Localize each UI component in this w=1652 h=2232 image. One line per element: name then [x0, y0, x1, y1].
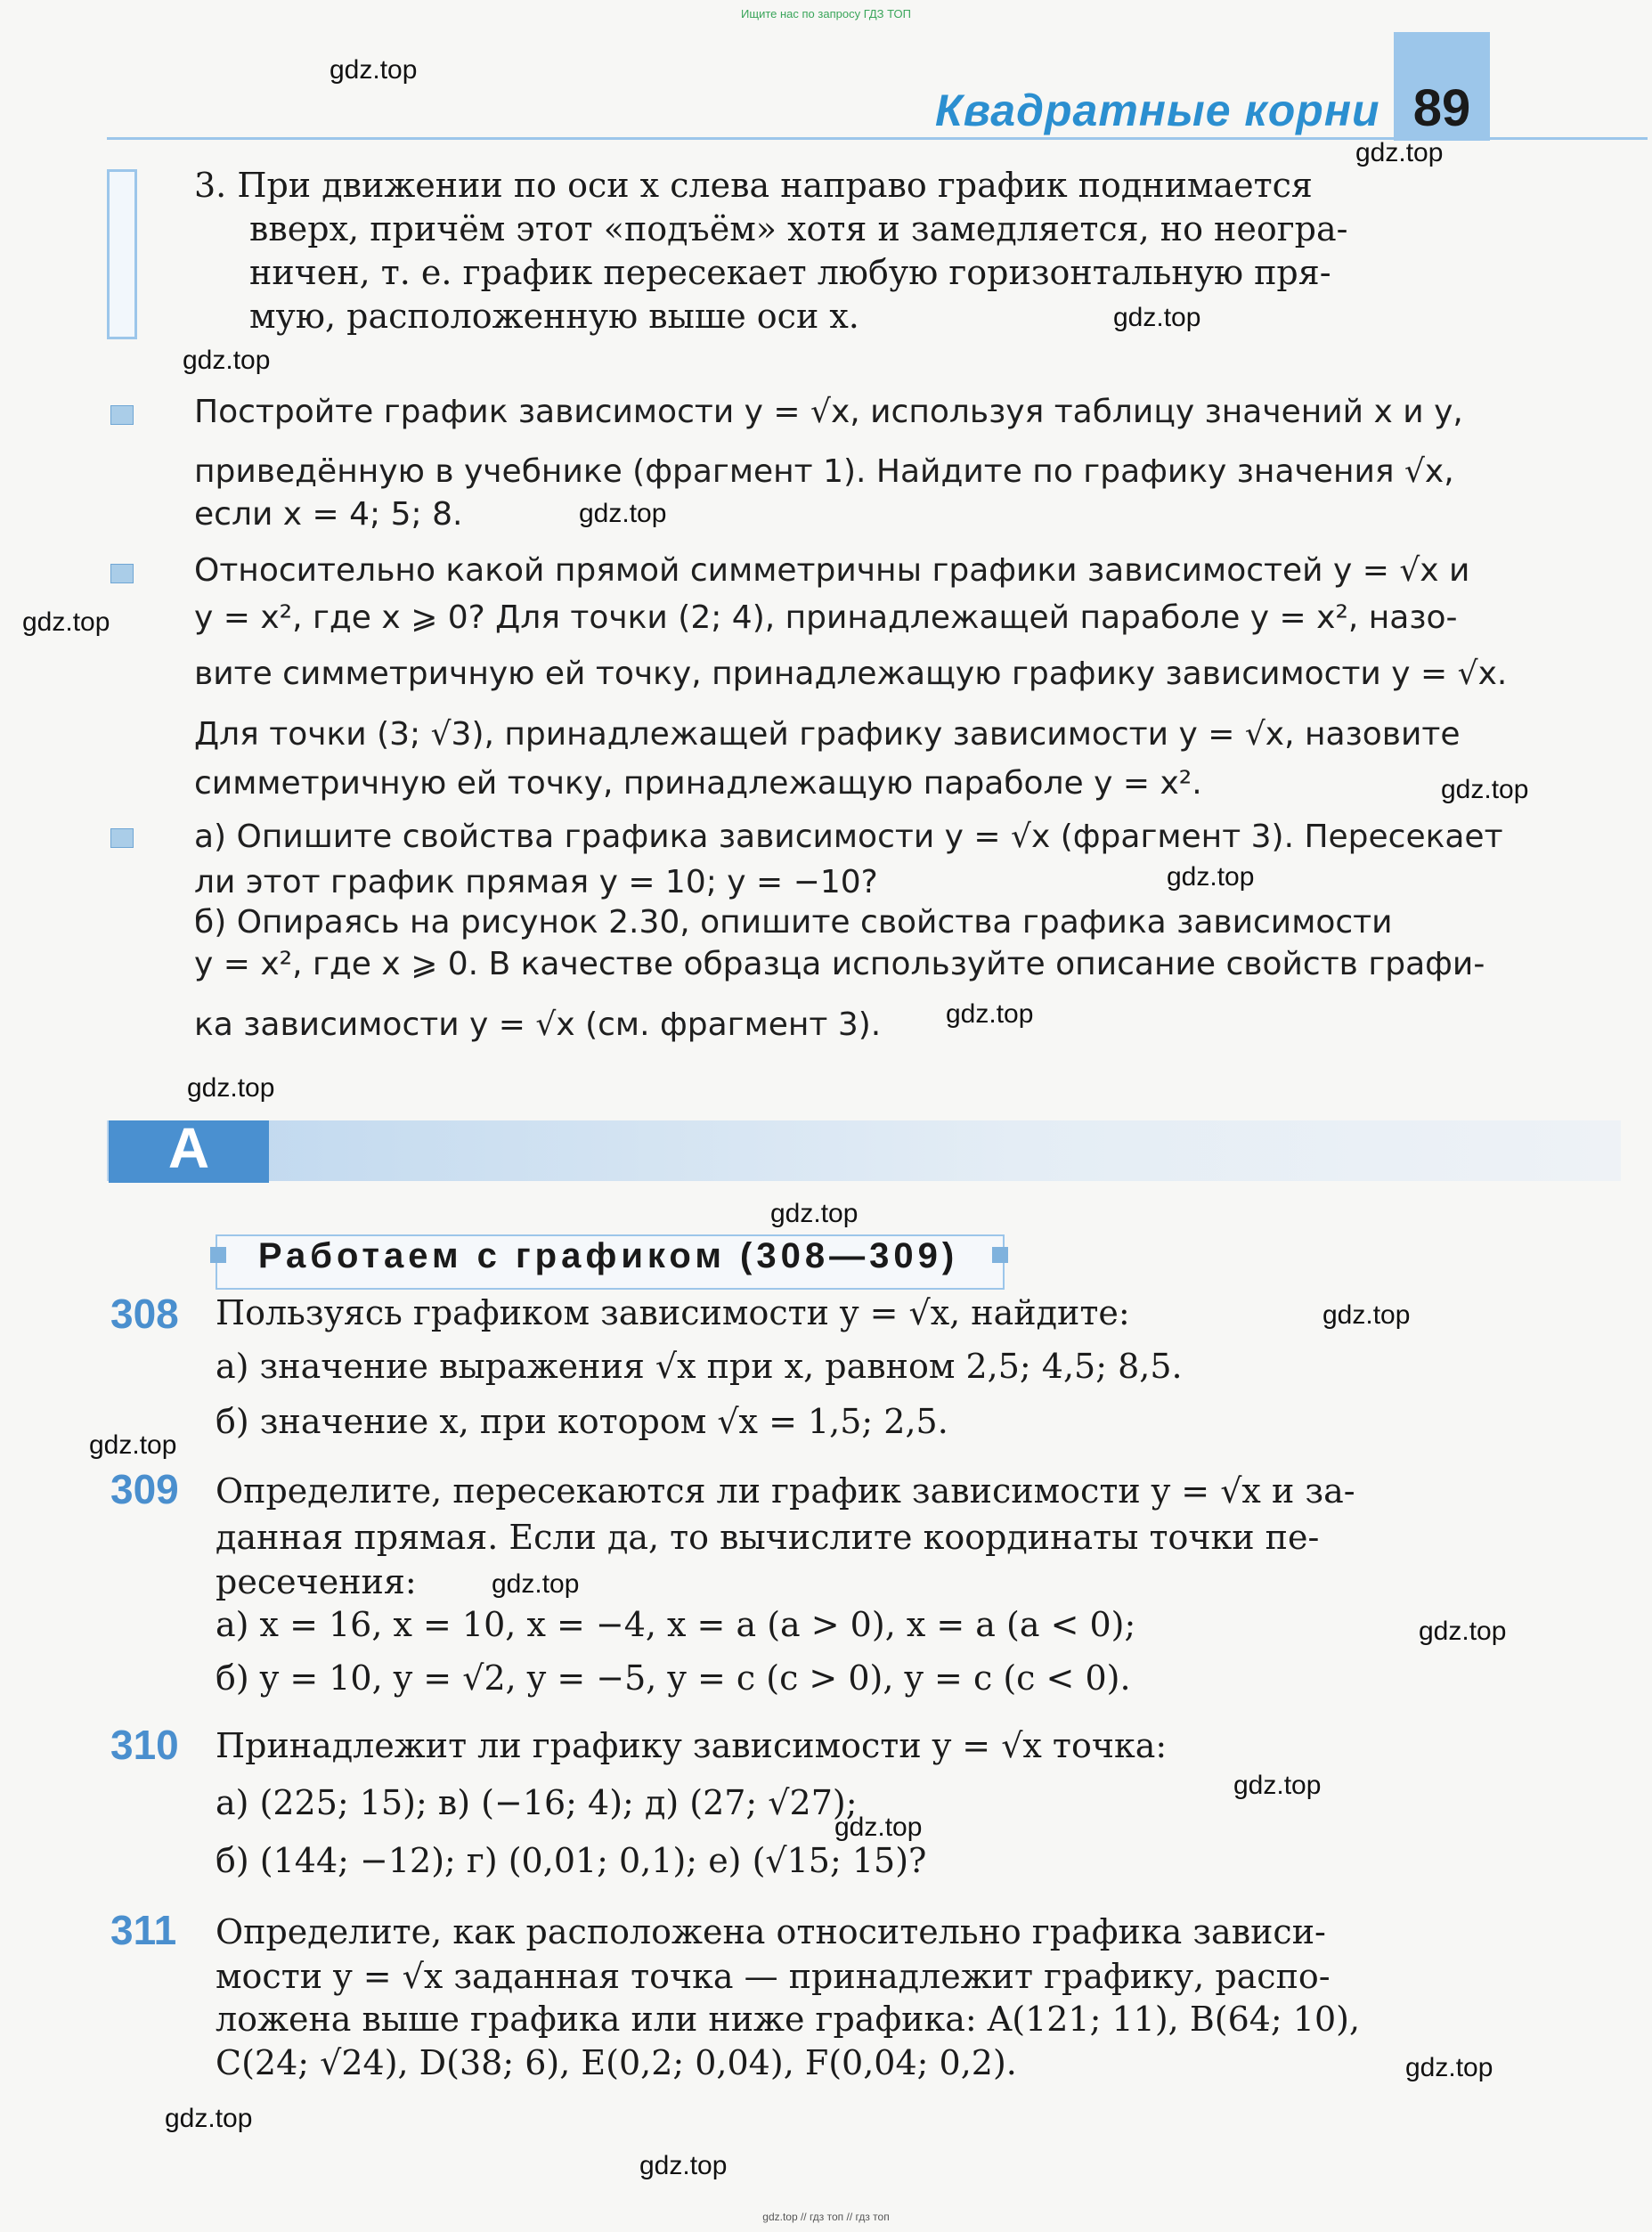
- problem-line: Определите, как расположена относительно графика зависи-: [216, 1912, 1326, 1951]
- problem-number: 311: [110, 1907, 177, 1953]
- site-watermark: gdz.top: [579, 499, 667, 528]
- problem-number: 309: [110, 1466, 179, 1512]
- task-line: вите симметричную ей точку, принадлежащую графику зависимости y = √x.: [194, 656, 1508, 692]
- site-watermark: gdz.top: [183, 346, 271, 375]
- site-watermark: gdz.top: [330, 55, 418, 85]
- bottom-watermark-note: gdz.top // гдз топ // гдз топ: [762, 2211, 890, 2223]
- sidebar-bar: [107, 169, 137, 339]
- task-line: б) Опираясь на рисунок 2.30, опишите свойства графика зависимости: [194, 904, 1393, 941]
- section-title: Работаем с графиком (308—309): [257, 1236, 959, 1275]
- level-band: [107, 1120, 1621, 1181]
- problem-line: мости y = √x заданная точка — принадлежит графику, распо-: [216, 1957, 1331, 1996]
- task-line: а) Опишите свойства графика зависимости y = √x (фрагмент 3). Пересекает: [194, 819, 1503, 855]
- task-line: y = x², где x ⩾ 0. В качестве образца используйте описание свойств графи-: [194, 946, 1485, 982]
- problem-line: C(24; √24), D(38; 6), E(0,2; 0,04), F(0,04; 0,2).: [216, 2043, 1017, 2082]
- site-watermark: gdz.top: [89, 1430, 177, 1460]
- problem-line: ресечения:: [216, 1562, 417, 1601]
- task-marker-square: [110, 405, 134, 425]
- chapter-title: Квадратные корни: [935, 86, 1380, 135]
- site-watermark: gdz.top: [1322, 1300, 1411, 1330]
- problem-line: а) (225; 15); в) (−16; 4); д) (27; √27);: [216, 1783, 858, 1822]
- problem-line: данная прямая. Если да, то вычислите координаты точки пе-: [216, 1518, 1320, 1557]
- problem-line: Принадлежит ли графику зависимости y = √x точка:: [216, 1726, 1168, 1765]
- problem-line: а) x = 16, x = 10, x = −4, x = a (a > 0), x = a (a < 0);: [216, 1605, 1136, 1644]
- problem-line: ложена выше графика или ниже графика: A(121; 11), B(64; 10),: [216, 2000, 1361, 2039]
- site-watermark: gdz.top: [1441, 775, 1529, 804]
- site-watermark: gdz.top: [1233, 1771, 1322, 1800]
- problem-line: б) (144; −12); г) (0,01; 0,1); е) (√15; 15)?: [216, 1841, 927, 1880]
- task-line: если x = 4; 5; 8.: [194, 496, 463, 533]
- site-watermark: gdz.top: [1167, 862, 1255, 892]
- site-watermark: gdz.top: [165, 2104, 253, 2133]
- task-marker-square: [110, 828, 134, 848]
- site-watermark: gdz.top: [1113, 303, 1201, 332]
- problem-line: Пользуясь графиком зависимости y = √x, найдите:: [216, 1293, 1130, 1332]
- top-watermark-note: Ищите нас по запросу ГДЗ ТОП: [741, 7, 911, 20]
- page-number: 89: [1412, 79, 1471, 137]
- intro-line: 3. При движении по оси x слева направо график поднимается: [194, 166, 1313, 205]
- problem-line: Определите, пересекаются ли график зависимости y = √x и за-: [216, 1471, 1355, 1511]
- site-watermark: gdz.top: [1419, 1617, 1507, 1646]
- site-watermark: gdz.top: [834, 1812, 923, 1842]
- site-watermark: gdz.top: [639, 2151, 728, 2180]
- site-watermark: gdz.top: [946, 999, 1034, 1029]
- problem-line: б) y = 10, y = √2, y = −5, y = c (c > 0), y = c (c < 0).: [216, 1658, 1131, 1698]
- task-marker-square: [110, 564, 134, 583]
- task-line: Постройте график зависимости y = √x, используя таблицу значений x и y,: [194, 394, 1463, 430]
- problem-line: б) значение x, при котором √x = 1,5; 2,5.: [216, 1402, 948, 1441]
- site-watermark: gdz.top: [22, 607, 110, 637]
- level-letter: A: [167, 1116, 210, 1180]
- site-watermark: gdz.top: [770, 1199, 859, 1228]
- site-watermark: gdz.top: [492, 1569, 580, 1599]
- intro-line: мую, расположенную выше оси x.: [249, 297, 859, 336]
- site-watermark: gdz.top: [187, 1073, 275, 1103]
- intro-line: ничен, т. е. график пересекает любую горизонтальную пря-: [249, 253, 1331, 292]
- problem-line: а) значение выражения √x при x, равном 2,5; 4,5; 8,5.: [216, 1347, 1183, 1386]
- task-line: Относительно какой прямой симметричны графики зависимостей y = √x и: [194, 552, 1470, 589]
- task-line: симметричную ей точку, принадлежащую параболе y = x².: [194, 765, 1202, 802]
- task-line: Для точки (3; √3), принадлежащей графику зависимости y = √x, назовите: [194, 716, 1461, 753]
- site-watermark: gdz.top: [1355, 138, 1444, 167]
- task-line: y = x², где x ⩾ 0? Для точки (2; 4), принадлежащей параболе y = x², назо-: [194, 599, 1458, 636]
- task-line: ли этот график прямая y = 10; y = −10?: [194, 864, 878, 900]
- problem-number: 310: [110, 1722, 179, 1768]
- task-line: ка зависимости y = √x (см. фрагмент 3).: [194, 1006, 882, 1043]
- task-line: приведённую в учебнике (фрагмент 1). Найдите по графику значения √x,: [194, 453, 1454, 490]
- intro-line: вверх, причём этот «подъём» хотя и замедляется, но неогра-: [249, 209, 1348, 248]
- site-watermark: gdz.top: [1405, 2053, 1493, 2082]
- problem-number: 308: [110, 1291, 179, 1337]
